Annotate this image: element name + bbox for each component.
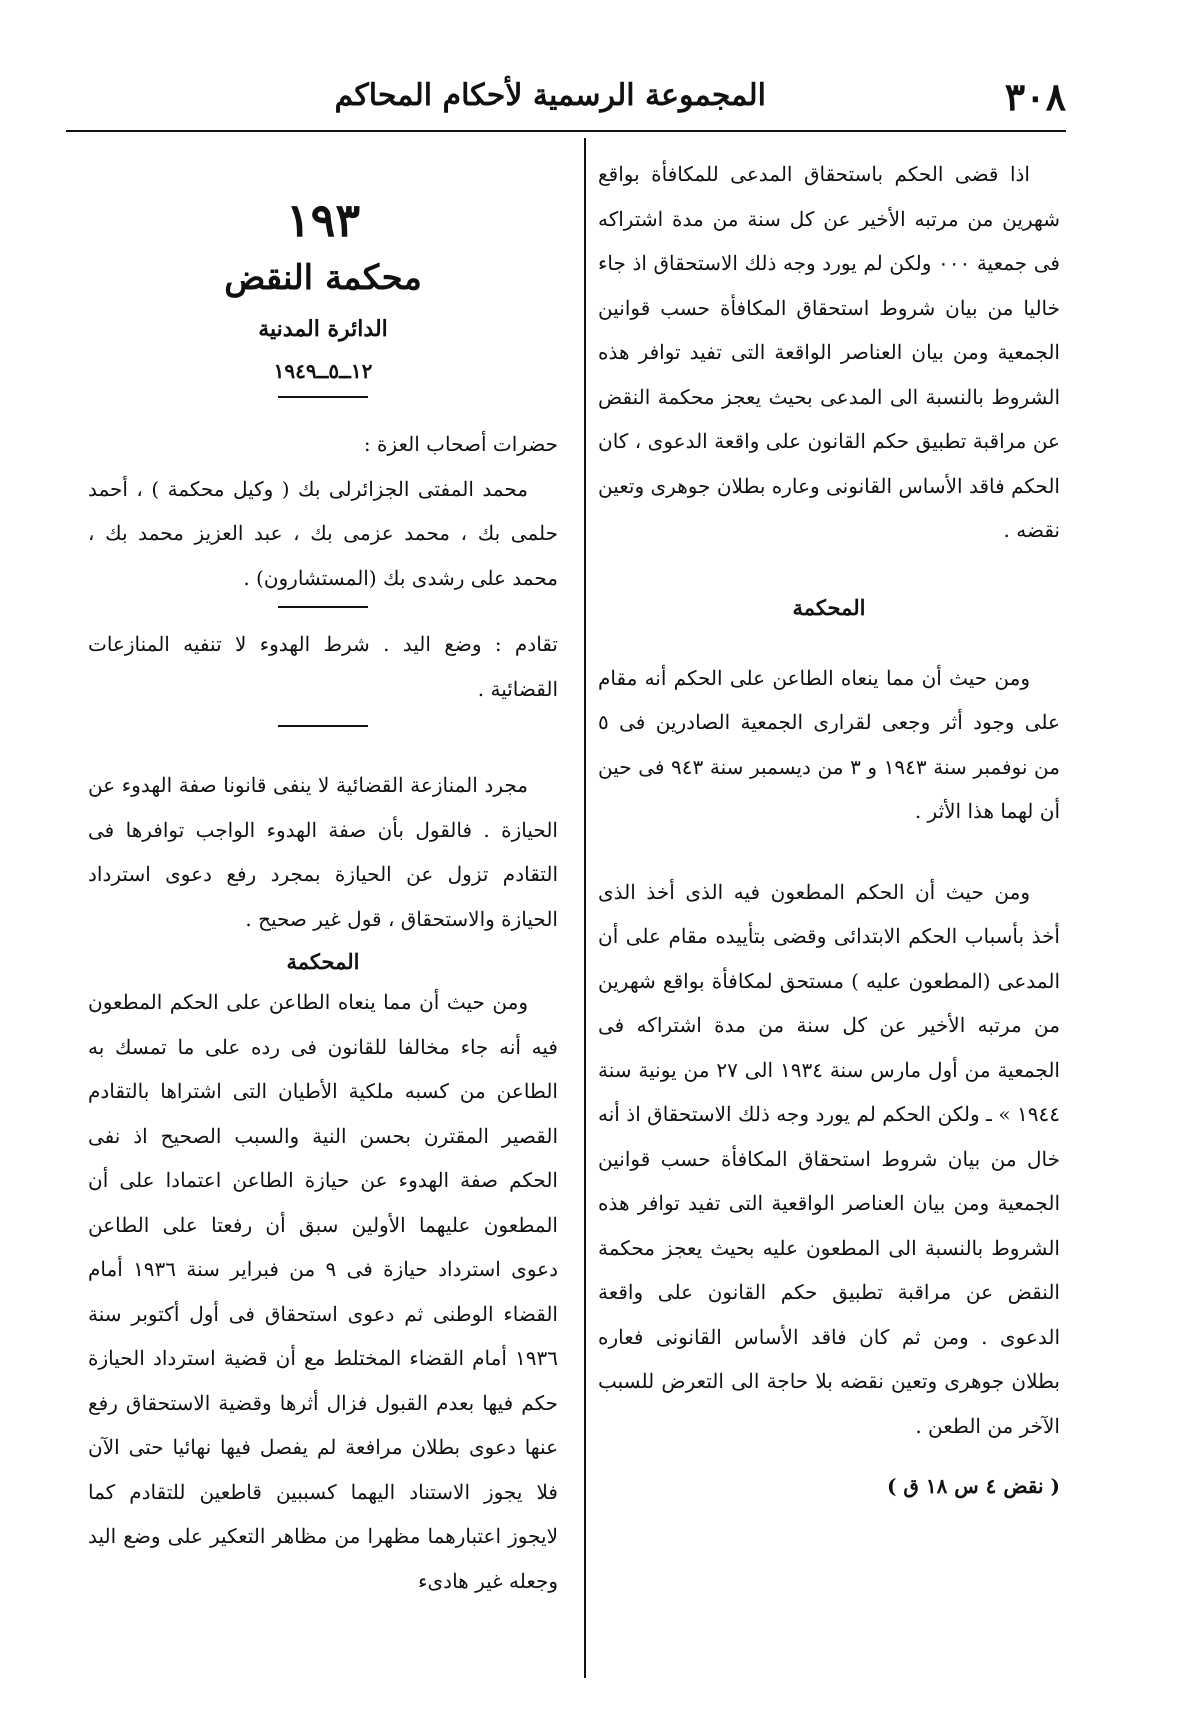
right-column	[598, 152, 1060, 1506]
body-paragraph: ومن حيث أن الحكم المطعون فيه الذى أخذ الذى أخذ بأسباب الحكم الابتدائى وقضى بتأييده مقام على أن المدعى (المطعون عليه ) مستحق لمكافأة بواقع شهرين من مرتبه الأخير عن كل سنة من مدة اشتراكه فى الجمعية من أول مارس سنة ١٩٣٤ الى ٢٧ من يونية سنة ١٩٤٤ » ـ ولكن الحكم لم يورد وجه ذلك الاستحقاق اذ أنه خال من بيان شروط استحقاق المكافأة حسب قوانين الجمعية ومن بيان العناصر الواقعية التى تفيد توافر هذه الشروط بالنسبة الى المطعون عليه بحيث يعجز محكمة النقض عن مراقبة تطبيق حكم القانون على واقعة الدعوى . ومن ثم كان فاقد الأساس القانونى فعاره بطلان جوهرى وتعين نقضه بلا حاجة الى التعرض للسبب الآخر من الطعن .	[598, 879, 1060, 1438]
intro-paragraph: اذا قضى الحكم باستحقاق المدعى للمكافأة بواقع شهرين من مرتبه الأخير عن كل سنة من مدة اشتراكه فى جمعية ٠٠٠ ولكن لم يورد وجه ذلك الاستحقاق اذ جاء خاليا من بيان شروط استحقاق المكافأة حسب قوانين الجمعية ومن بيان العناصر الواقعة التى تفيد توافر هذه الشروط بالنسبة الى المدعى بحيث يعجز محكمة النقض عن مراقبة تطبيق حكم القانون على واقعة الدعوى ، كان الحكم فاقد الأساس القانونى وعاره بطلان جوهرى وتعين نقضه .	[598, 162, 1060, 542]
page-number: ٣٠٨	[1004, 74, 1066, 119]
court-division: الدائرة المدنية	[258, 316, 388, 342]
separator-rule	[278, 725, 368, 727]
judges-intro: حضرات أصحاب العزة :	[363, 432, 558, 456]
case-summary: مجرد المنازعة القضائية لا ينفى قانونا صفة الهدوء عن الحيازة . فالقول بأن صفة الهدوء الواجب توافرها فى التقادم تزول عن الحيازة بمجرد رفع دعوى استرداد الحيازة والاستحقاق ، قول غير صحيح .	[88, 773, 558, 931]
case-citation: ( نقض ٤ س ١٨ ق )	[886, 1474, 1060, 1498]
running-title: المجموعة الرسمية لأحكام المحاكم	[334, 78, 766, 113]
judges-list: محمد المفتى الجزائرلى بك ( وكيل محكمة ) ، أحمد حلمى بك ، محمد عزمى بك ، عبد العزيز محمد بك ، محمد على رشدى بك (المستشارون) .	[88, 476, 558, 590]
separator-rule	[278, 396, 368, 398]
section-heading: المحكمة	[286, 949, 360, 974]
court-name: محكمة النقض	[224, 258, 422, 298]
judgment-date: ١٢ــ٥ــ١٩٤٩	[273, 359, 373, 383]
left-column	[88, 190, 558, 1603]
case-number: ١٩٣	[285, 193, 361, 247]
page-header	[66, 62, 1066, 122]
case-subject: تقادم : وضع اليد . شرط الهدوء لا تنفيه المنازعات القضائية .	[88, 632, 558, 701]
section-heading: المحكمة	[792, 594, 866, 620]
body-paragraph: ومن حيث أن مما ينعاه الطاعن على الحكم أنه مقام على وجود أثر وجعى لقرارى الجمعية الصادرين فى ٥ من نوفمبر سنة ١٩٤٣ و ٣ من ديسمبر سنة ٩٤٣ فى حين أن لهما هذا الأثر .	[598, 665, 1060, 823]
separator-rule	[278, 606, 368, 608]
header-rule	[66, 130, 1066, 132]
column-divider	[584, 138, 586, 1678]
body-paragraph: ومن حيث أن مما ينعاه الطاعن على الحكم المطعون فيه أنه جاء مخالفا للقانون فى رده على ما تمسك به الطاعن من كسبه ملكية الأطيان التى اشتراها بالتقادم القصير المقترن بحسن النية والسبب الصحيح اذ نفى الحكم صفة الهدوء عن حيازة الطاعن اعتمادا على أن المطعون عليهما الأولين سبق أن رفعتا على الطاعن دعوى استرداد حيازة فى ٩ من فبراير سنة ١٩٣٦ أمام القضاء الوطنى ثم دعوى استحقاق فى أول أكتوبر سنة ١٩٣٦ أمام القضاء المختلط مع أن قضية استرداد الحيازة حكم فيها بعدم القبول فزال أثرها وقضية الاستحقاق رفع عنها دعوى بطلان مرافعة لم يفصل فيها نهائيا حتى الآن فلا يجوز الاستناد اليهما كسببين قاطعين للتقادم كما لايجوز اعتبارهما مظهرا من مظاهر التعكير على وضع اليد وجعله غير هادىء	[88, 990, 558, 1593]
